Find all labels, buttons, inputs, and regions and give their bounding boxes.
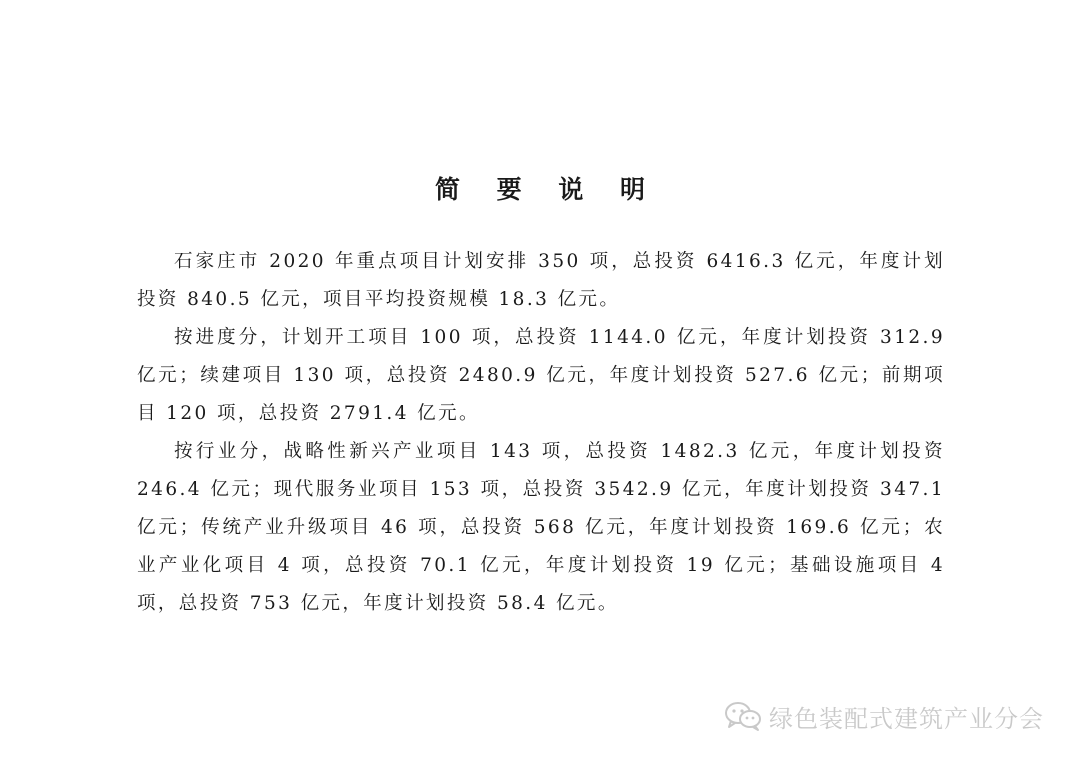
- document-title: 简 要 说 明: [434, 175, 660, 204]
- paragraph-overview: 石家庄市 2020 年重点项目计划安排 350 项，总投资 6416.3 亿元，年度计划投资 840.5 亿元，项目平均投资规模 18.3 亿元。: [137, 251, 945, 310]
- wechat-watermark: [723, 696, 1044, 736]
- paragraph-by-progress: 按进度分，计划开工项目 100 项，总投资 1144.0 亿元，年度计划投资 312.9 亿元；续建项目 130 项，总投资 2480.9 亿元，年度计划投资 527.6 亿元；前期项目 120 项，总投资 2791.4 亿元。: [137, 327, 945, 424]
- document-body: [137, 243, 945, 623]
- paragraph-by-industry: 按行业分，战略性新兴产业项目 143 项，总投资 1482.3 亿元，年度计划投资 246.4 亿元；现代服务业项目 153 项，总投资 3542.9 亿元，年度计划投资 347.1 亿元；传统产业升级项目 46 项，总投资 568 亿元，年度计划投资 169.6 亿元；农业产业化项目 4 项，总投资 70.1 亿元，年度计划投资 19 亿元；基础设施项目 4 项，总投资 753 亿元，年度计划投资 58.4 亿元。: [137, 441, 945, 614]
- wechat-icon: [723, 700, 763, 732]
- watermark-text: 绿色装配式建筑产业分会: [769, 704, 1044, 733]
